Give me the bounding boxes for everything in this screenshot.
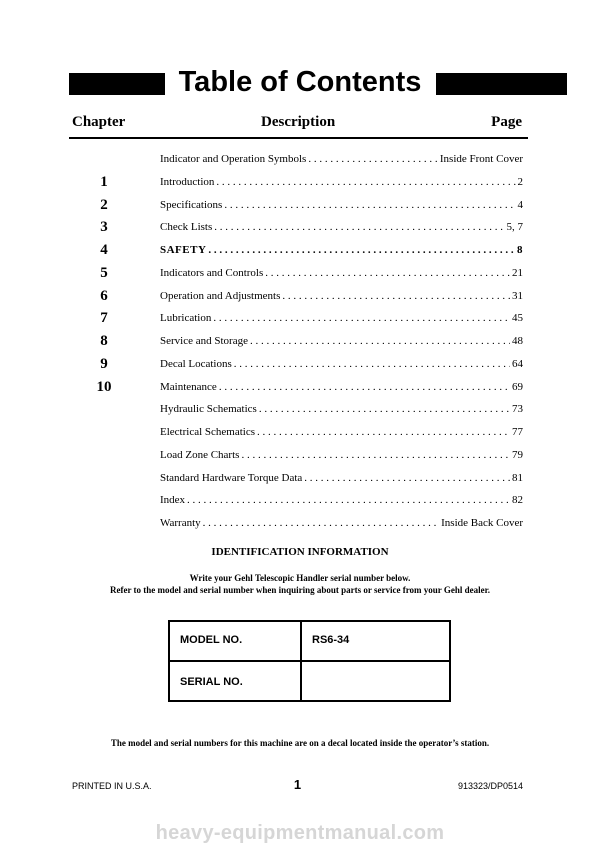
- toc-row: [0, 423, 600, 446]
- toc-chapter-number: 8: [100, 333, 108, 349]
- toc-description: Specifications: [160, 198, 223, 211]
- toc-chapter-number: 4: [100, 242, 108, 258]
- toc-description: Warranty: [160, 517, 201, 529]
- toc-entry: [160, 403, 523, 415]
- toc-chapter-number: 2: [100, 196, 108, 213]
- toc-description: Standard Hardware Torque Data: [160, 471, 303, 484]
- watermark: heavy-equipmentmanual.com: [155, 822, 445, 844]
- footer-doc-number: 913323/DP0514: [457, 781, 523, 791]
- toc-entry: [160, 312, 523, 324]
- identification-instruction-1: Write your Gehl Telescopic Handler serial number below.: [189, 573, 411, 583]
- toc-page: 2: [517, 175, 523, 188]
- toc-description: Index: [160, 494, 186, 507]
- toc-page: 5, 7: [506, 221, 523, 234]
- footer-printed: PRINTED IN U.S.A.: [72, 781, 152, 791]
- toc-dot-leader: [259, 403, 510, 415]
- toc-entry: [160, 244, 523, 256]
- toc-row: [0, 173, 600, 196]
- toc-entry: [160, 176, 523, 188]
- toc-chapter-number: 5: [100, 264, 108, 281]
- toc-description: Hydraulic Schematics: [160, 403, 257, 416]
- toc-list: [0, 150, 600, 537]
- toc-page: 8: [517, 244, 523, 256]
- toc-description: Load Zone Charts: [160, 448, 240, 461]
- identification-table: [168, 620, 451, 702]
- toc-row: [0, 446, 600, 469]
- toc-entry: [160, 358, 523, 370]
- identification-footnote: The model and serial numbers for this machine are on a decal located inside the operator’s station.: [110, 738, 490, 748]
- toc-row: [0, 469, 600, 492]
- toc-dot-leader: [250, 335, 510, 347]
- toc-row: [0, 218, 600, 241]
- toc-row: [0, 241, 600, 264]
- toc-entry: [160, 426, 523, 438]
- toc-row: [0, 400, 600, 423]
- page-title: Table of Contents: [178, 66, 422, 98]
- toc-entry: [160, 290, 523, 302]
- toc-entry: [160, 153, 523, 165]
- toc-description: Operation and Adjustments: [160, 289, 281, 302]
- header-chapter: Chapter: [72, 114, 126, 130]
- header-page: Page: [491, 114, 522, 130]
- table-divider-horizontal: [170, 660, 449, 662]
- toc-entry: [160, 449, 523, 461]
- toc-description: Decal Locations: [160, 357, 232, 370]
- toc-row: [0, 378, 600, 401]
- toc-dot-leader: [241, 449, 510, 461]
- toc-description: Indicator and Operation Symbols: [160, 153, 307, 165]
- toc-row: [0, 309, 600, 332]
- toc-entry: [160, 267, 523, 279]
- toc-chapter-number: 10: [96, 378, 112, 395]
- toc-description: Lubrication: [160, 312, 212, 325]
- toc-dot-leader: [265, 267, 510, 279]
- toc-page: Inside Front Cover: [439, 153, 523, 165]
- toc-page: 45: [512, 312, 523, 325]
- toc-dot-leader: [304, 472, 510, 484]
- toc-page: 69: [512, 380, 523, 393]
- header-rule: [69, 137, 528, 139]
- model-label: MODEL NO.: [180, 634, 243, 646]
- title-banner: [69, 66, 567, 98]
- toc-page: 48: [512, 335, 523, 347]
- toc-description: Introduction: [160, 175, 215, 188]
- toc-description: Check Lists: [160, 221, 213, 234]
- toc-chapter-number: 1: [100, 173, 108, 190]
- toc-row: [0, 150, 600, 173]
- toc-dot-leader: [224, 199, 515, 211]
- toc-dot-leader: [187, 494, 510, 506]
- toc-page: 79: [512, 448, 523, 461]
- toc-description: SAFETY: [160, 244, 207, 256]
- toc-entry: [160, 221, 523, 233]
- toc-page: 4: [517, 198, 523, 211]
- toc-dot-leader: [219, 381, 510, 393]
- toc-chapter-number: 9: [100, 355, 108, 372]
- toc-dot-leader: [216, 176, 515, 188]
- toc-entry: [160, 381, 523, 393]
- toc-page: 73: [512, 403, 523, 416]
- table-divider-vertical: [300, 622, 302, 700]
- toc-dot-leader: [203, 517, 439, 529]
- toc-entry: [160, 335, 523, 347]
- identification-instruction-2: Refer to the model and serial number when inquiring about parts or service from your Gehl dealer.: [109, 585, 491, 595]
- toc-description: Maintenance: [160, 380, 217, 393]
- toc-chapter-number: 6: [100, 287, 108, 304]
- toc-row: [0, 196, 600, 219]
- toc-dot-leader: [282, 290, 510, 302]
- header-description: Description: [261, 114, 336, 130]
- toc-entry: [160, 517, 523, 529]
- toc-description: Indicators and Controls: [160, 266, 264, 279]
- toc-row: [0, 332, 600, 355]
- toc-entry: [160, 494, 523, 506]
- toc-dot-leader: [234, 358, 510, 370]
- toc-dot-leader: [213, 312, 510, 324]
- toc-dot-leader: [214, 221, 504, 233]
- toc-row: [0, 355, 600, 378]
- serial-label: SERIAL NO.: [180, 676, 243, 688]
- toc-page: 64: [512, 357, 523, 370]
- toc-page: Inside Back Cover: [441, 517, 523, 529]
- toc-dot-leader: [257, 426, 510, 438]
- toc-dot-leader: [308, 153, 438, 165]
- toc-row: [0, 287, 600, 310]
- toc-row: [0, 491, 600, 514]
- toc-page: 21: [512, 266, 523, 279]
- toc-column-headers: [72, 114, 522, 134]
- identification-heading: IDENTIFICATION INFORMATION: [211, 546, 389, 558]
- toc-row: [0, 264, 600, 287]
- model-value: RS6-34: [312, 634, 350, 646]
- title-bar-right: [436, 73, 567, 95]
- toc-chapter-number: 7: [100, 310, 108, 327]
- toc-page: 31: [512, 289, 523, 302]
- toc-entry: [160, 472, 523, 484]
- title-bar-left: [69, 73, 165, 95]
- toc-page: 81: [512, 471, 523, 484]
- toc-entry: [160, 199, 523, 211]
- toc-description: Electrical Schematics: [160, 426, 255, 438]
- toc-dot-leader: [208, 244, 515, 256]
- toc-row: [0, 514, 600, 537]
- toc-page: 82: [512, 494, 523, 507]
- toc-chapter-number: 3: [100, 219, 108, 236]
- toc-description: Service and Storage: [160, 335, 248, 347]
- page-number: 1: [293, 777, 302, 792]
- page-footer: [72, 779, 523, 795]
- toc-page: 77: [512, 426, 523, 438]
